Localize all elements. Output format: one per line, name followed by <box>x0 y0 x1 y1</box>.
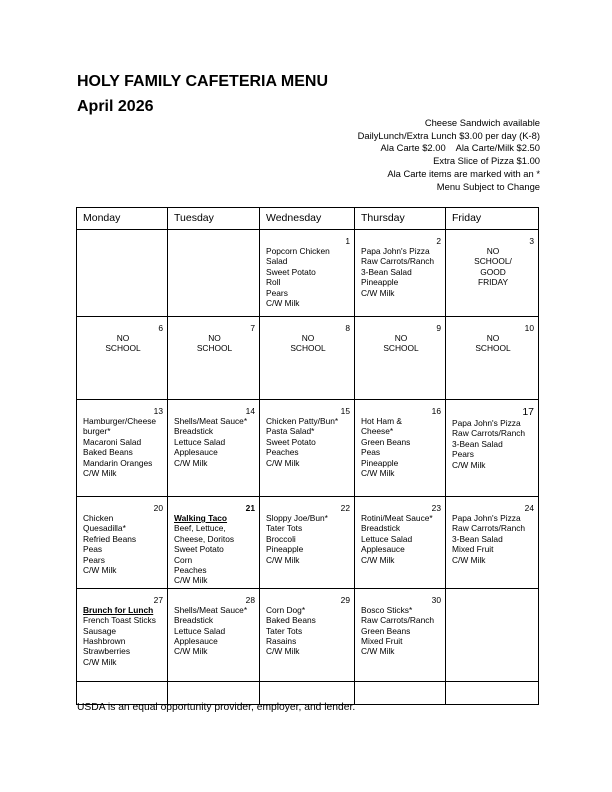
day-cell <box>446 230 539 317</box>
day-cell <box>446 400 539 497</box>
menu-items <box>452 513 534 565</box>
day-number: 23 <box>431 503 441 513</box>
menu-item: C/W Milk <box>361 554 395 565</box>
menu-items <box>174 513 255 586</box>
usda-statement: USDA is an equal opportunity provider, employer, and lender. <box>77 702 356 713</box>
menu-item: Pineapple <box>266 544 304 555</box>
menu-item: C/W Milk <box>83 468 117 479</box>
day-number: 7 <box>250 323 255 333</box>
week-row <box>77 497 539 589</box>
menu-item: Pasta Salad* <box>266 426 315 437</box>
menu-item: SCHOOL <box>196 343 233 354</box>
menu-item: Sweet Potato <box>174 544 224 555</box>
day-cell <box>355 681 446 704</box>
month-title: April 2026 <box>77 98 154 115</box>
day-cell <box>260 497 355 589</box>
day-cell <box>77 681 168 704</box>
menu-item: Bosco Sticks* <box>361 604 413 615</box>
menu-item: NO <box>486 246 500 256</box>
menu-item: Pears <box>452 449 474 460</box>
menu-item: SCHOOL <box>290 343 326 354</box>
menu-item: Rasains <box>266 636 297 647</box>
menu-items <box>174 605 255 657</box>
day-cell <box>168 230 260 317</box>
menu-item: Hashbrown <box>83 636 126 647</box>
menu-item: Mandarin Oranges <box>83 457 153 468</box>
note-line: Menu Subject to Change <box>436 180 540 192</box>
menu-items <box>361 416 441 478</box>
weekday-header-row <box>77 208 539 230</box>
day-number: 21 <box>245 503 255 513</box>
day-number: 30 <box>431 594 441 605</box>
day-number: 10 <box>524 323 534 333</box>
week-row <box>77 230 539 317</box>
menu-item: Pears <box>83 554 105 565</box>
menu-item: Applesauce <box>174 636 218 647</box>
day-cell <box>168 317 260 400</box>
menu-item: Raw Carrots/Ranch <box>452 428 526 439</box>
menu-item: Applesauce <box>361 544 405 555</box>
menu-item: NO <box>394 333 408 343</box>
menu-item: C/W Milk <box>174 646 208 657</box>
menu-item: Breadstick <box>174 426 214 437</box>
menu-item: C/W Milk <box>266 554 300 565</box>
menu-items <box>266 333 350 354</box>
menu-item: NO <box>208 333 221 343</box>
day-number: 27 <box>153 594 163 605</box>
day-number: 14 <box>245 406 255 416</box>
menu-item: French Toast Sticks <box>83 615 156 626</box>
menu-item: C/W Milk <box>361 468 395 479</box>
day-number: 24 <box>524 503 534 513</box>
menu-item: Shells/Meat Sauce* <box>174 416 248 426</box>
day-number: 15 <box>340 406 350 416</box>
menu-item: Cheese, Doritos <box>174 533 235 544</box>
weekday-header: Wednesday <box>260 208 355 230</box>
day-cell <box>355 230 446 317</box>
day-cell <box>260 400 355 497</box>
menu-items <box>361 513 441 565</box>
menu-items <box>361 605 441 657</box>
menu-item: SCHOOL <box>475 343 511 354</box>
menu-item: Chicken Patty/Bun* <box>266 416 339 426</box>
menu-items <box>83 513 163 575</box>
menu-item: Green Beans <box>361 625 411 636</box>
week-row <box>77 400 539 497</box>
day-number: 28 <box>245 594 255 605</box>
menu-item: FRIDAY <box>477 277 509 288</box>
page-title: HOLY FAMILY CAFETERIA MENU <box>77 73 328 90</box>
menu-item: Strawberries <box>83 646 131 657</box>
menu-item: C/W Milk <box>361 646 395 657</box>
menu-item: Pears <box>266 287 288 298</box>
menu-item: Peas <box>361 447 381 458</box>
menu-item: Refried Beans <box>83 533 137 544</box>
menu-item: Cheese* <box>361 426 394 437</box>
menu-items <box>266 513 350 565</box>
menu-item: Rotini/Meat Sauce* <box>361 513 433 523</box>
weekday-header: Monday <box>77 208 168 230</box>
menu-items <box>174 333 255 354</box>
day-number: 8 <box>345 323 350 333</box>
menu-items <box>266 605 350 657</box>
day-cell <box>168 497 260 589</box>
menu-item: 3-Bean Salad <box>452 533 503 544</box>
day-number: 6 <box>158 323 163 333</box>
day-number: 22 <box>340 503 350 513</box>
menu-items <box>83 605 163 667</box>
day-number <box>174 236 255 246</box>
day-number: 20 <box>153 503 163 513</box>
menu-item: Mixed Fruit <box>361 636 403 647</box>
menu-item: Salad <box>266 256 288 267</box>
menu-items <box>266 246 350 308</box>
day-cell <box>355 497 446 589</box>
menu-item: Lettuce Salad <box>174 625 226 636</box>
day-number: 3 <box>529 236 534 246</box>
day-cell <box>355 317 446 400</box>
day-number: 17 <box>522 406 534 418</box>
menu-item: Sausage <box>83 625 117 636</box>
menu-item: SCHOOL <box>383 343 419 354</box>
menu-item: Baked Beans <box>266 615 316 626</box>
menu-item: Chicken <box>83 513 114 523</box>
day-number: 13 <box>153 406 163 416</box>
note-line: DailyLunch/Extra Lunch $3.00 per day (K-8) <box>357 129 540 141</box>
menu-item: 3-Bean Salad <box>452 438 503 449</box>
week-row <box>77 681 539 704</box>
day-number <box>83 236 163 246</box>
menu-items <box>83 416 163 478</box>
menu-item: Lettuce Salad <box>174 436 226 447</box>
menu-item: Sweet Potato <box>266 266 316 277</box>
day-cell <box>77 497 168 589</box>
menu-item: SCHOOL <box>105 343 141 354</box>
menu-item: 3-Bean Salad <box>361 266 412 277</box>
menu-item: NO <box>486 333 500 343</box>
menu-item: burger* <box>83 426 111 437</box>
menu-items <box>266 416 350 468</box>
day-cell <box>446 317 539 400</box>
menu-item: Sloppy Joe/Bun* <box>266 513 328 523</box>
menu-item: Popcorn Chicken <box>266 246 330 256</box>
menu-item: GOOD <box>480 266 506 277</box>
menu-items <box>452 246 534 288</box>
day-cell <box>260 230 355 317</box>
menu-item: Hamburger/Cheese <box>83 416 157 426</box>
menu-item: NO <box>116 333 130 343</box>
week-row <box>77 588 539 681</box>
menu-item: C/W Milk <box>174 457 208 468</box>
menu-item: C/W Milk <box>452 459 486 470</box>
menu-items <box>83 333 163 354</box>
day-cell <box>168 681 260 704</box>
menu-notes <box>358 117 540 193</box>
menu-item: Corn <box>174 554 193 565</box>
day-cell <box>77 230 168 317</box>
menu-heading: Walking Taco <box>174 513 228 523</box>
week-row <box>77 317 539 400</box>
menu-item: Lettuce Salad <box>361 533 413 544</box>
menu-item: Hot Ham & <box>361 416 402 426</box>
menu-item: Broccoli <box>266 533 296 544</box>
day-cell <box>355 400 446 497</box>
menu-item: Roll <box>266 277 281 288</box>
day-number: 9 <box>436 323 441 333</box>
day-cell <box>355 588 446 681</box>
menu-item: Macaroni Salad <box>83 436 142 447</box>
day-number <box>452 595 534 605</box>
menu-item: Raw Carrots/Ranch <box>361 256 435 267</box>
menu-item: Peaches <box>174 565 207 576</box>
menu-heading: Brunch for Lunch <box>83 604 154 615</box>
menu-item: C/W Milk <box>83 565 117 576</box>
note-line: Ala Carte items are marked with an * <box>387 167 540 179</box>
menu-item: Breadstick <box>174 615 214 626</box>
day-cell <box>260 681 355 704</box>
menu-items <box>361 333 441 354</box>
day-number: 16 <box>431 406 441 416</box>
menu-item: Raw Carrots/Ranch <box>361 615 435 626</box>
day-number: 29 <box>340 594 350 605</box>
menu-item: C/W Milk <box>266 646 300 657</box>
menu-item: Breadstick <box>361 523 401 534</box>
menu-item: Raw Carrots/Ranch <box>452 523 526 534</box>
day-number: 1 <box>345 236 350 246</box>
menu-item: C/W Milk <box>83 656 117 667</box>
menu-item: Peas <box>83 544 103 555</box>
weekday-header: Thursday <box>355 208 446 230</box>
menu-item: Applesauce <box>174 447 218 458</box>
menu-item: Quesadilla* <box>83 523 126 534</box>
menu-item: Corn Dog* <box>266 604 306 615</box>
menu-item: C/W Milk <box>452 554 486 565</box>
day-cell <box>260 317 355 400</box>
menu-item: Tater Tots <box>266 523 303 534</box>
menu-item: C/W Milk <box>174 575 208 586</box>
menu-item: C/W Milk <box>361 287 395 298</box>
day-cell <box>446 497 539 589</box>
day-cell <box>77 588 168 681</box>
menu-item: Beef, Lettuce, <box>174 523 226 534</box>
menu-item: C/W Milk <box>266 298 300 309</box>
menu-item: Pineapple <box>361 277 399 288</box>
menu-item: Green Beans <box>361 436 411 447</box>
note-line: Cheese Sandwich available <box>424 117 540 128</box>
menu-item: Sweet Potato <box>266 436 316 447</box>
day-cell <box>260 588 355 681</box>
menu-items <box>452 333 534 354</box>
weekday-header: Tuesday <box>168 208 260 230</box>
menu-items <box>361 246 441 298</box>
day-cell <box>446 588 539 681</box>
menu-item: C/W Milk <box>266 457 300 468</box>
menu-calendar <box>76 207 539 705</box>
menu-items <box>174 416 255 468</box>
weekday-header: Friday <box>446 208 539 230</box>
menu-items <box>452 418 534 470</box>
menu-item: Papa John's Pizza <box>452 418 521 428</box>
day-cell <box>168 588 260 681</box>
note-line: Ala Carte $2.00 Ala Carte/Milk $2.50 <box>380 142 540 154</box>
menu-item: SCHOOL/ <box>474 256 512 267</box>
menu-item: NO <box>301 333 315 343</box>
menu-item: Mixed Fruit <box>452 544 494 555</box>
day-cell <box>77 317 168 400</box>
menu-item: Papa John's Pizza <box>452 513 521 523</box>
note-line: Extra Slice of Pizza $1.00 <box>433 155 540 167</box>
day-number: 2 <box>436 236 441 246</box>
menu-item: Peaches <box>266 447 299 458</box>
menu-item: Papa John's Pizza <box>361 246 430 256</box>
menu-item: Baked Beans <box>83 447 133 458</box>
menu-item: Pineapple <box>361 457 399 468</box>
menu-item: Shells/Meat Sauce* <box>174 604 248 615</box>
menu-item: Tater Tots <box>266 625 303 636</box>
day-cell <box>168 400 260 497</box>
day-cell <box>77 400 168 497</box>
day-cell <box>446 681 539 704</box>
